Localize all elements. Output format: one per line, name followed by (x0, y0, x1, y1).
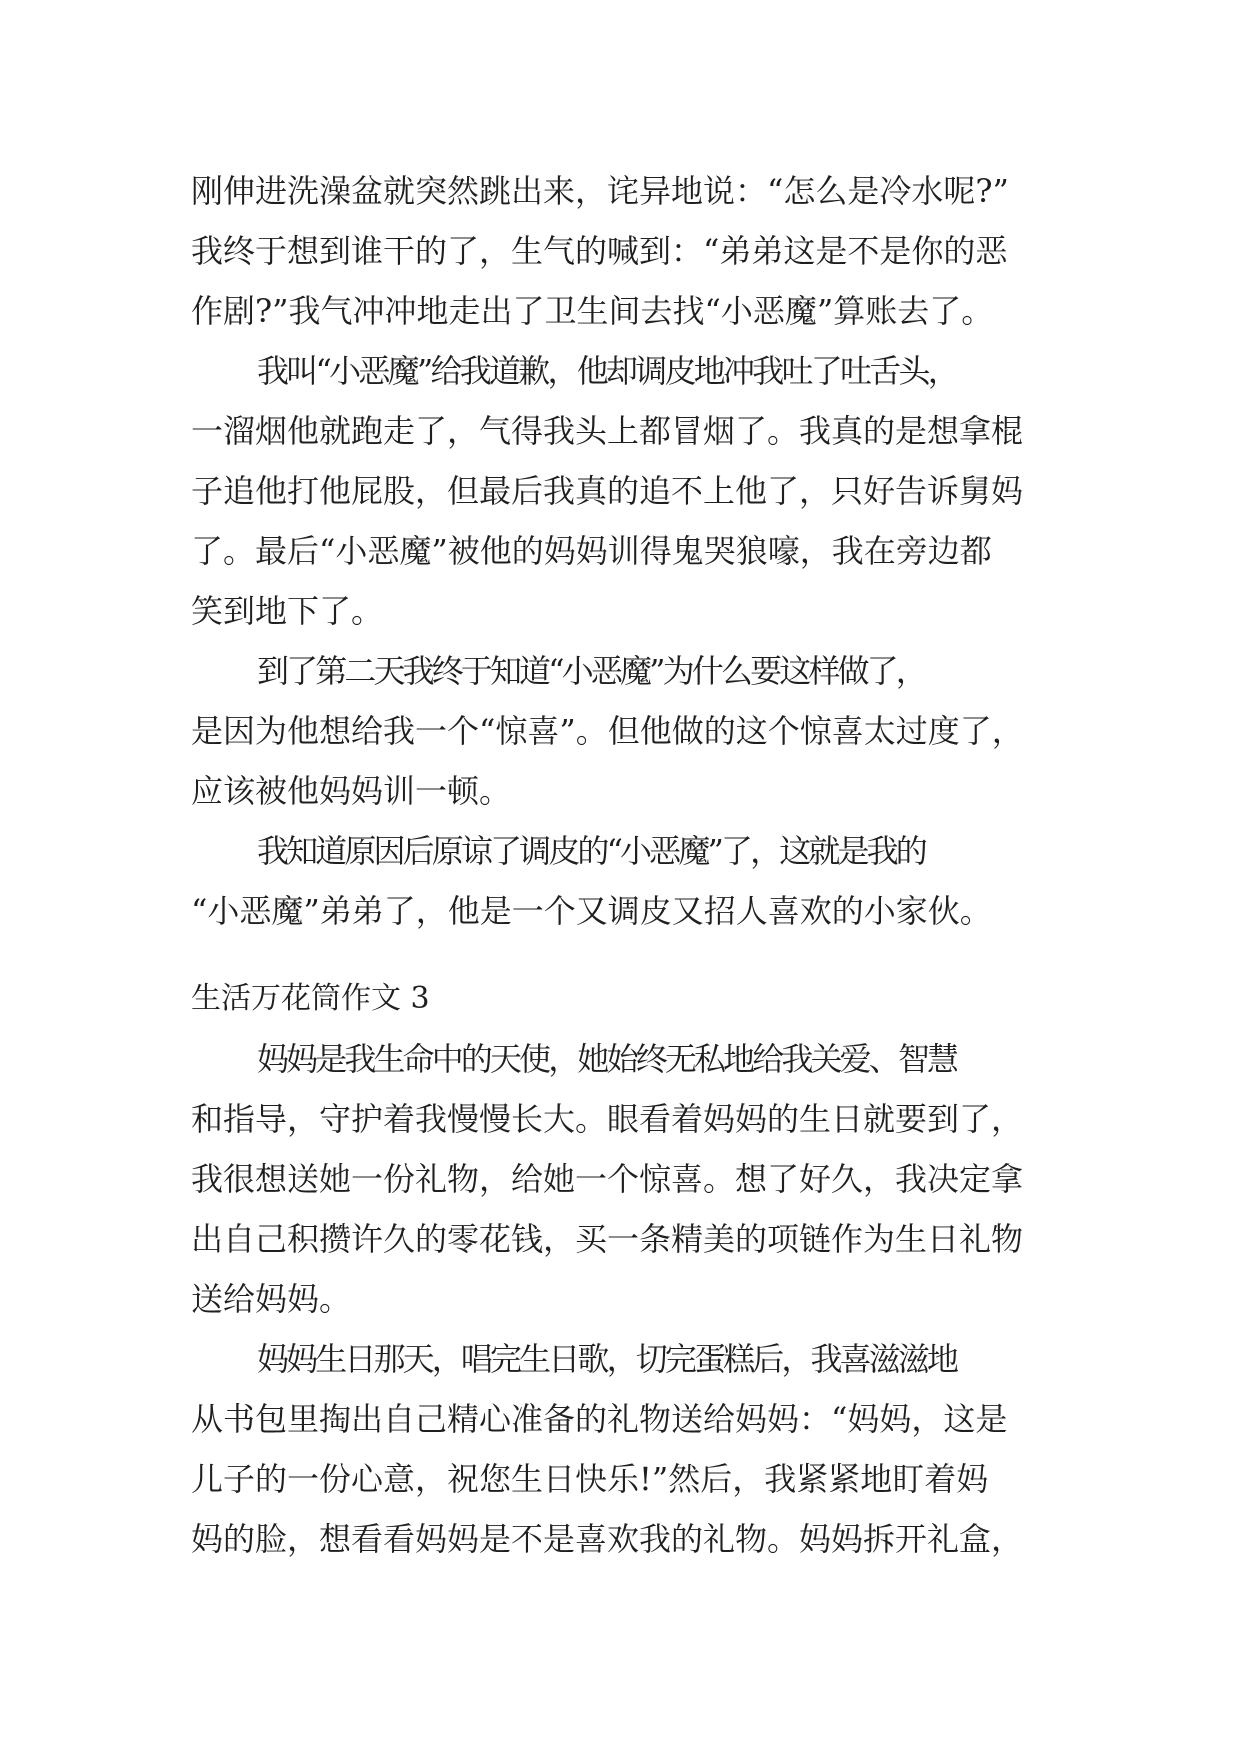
text-line: 儿子的一份心意，祝您生日快乐!”然后，我紧紧地盯着妈 (191, 1460, 989, 1498)
text-line: 我很想送她一份礼物，给她一个惊喜。想了好久，我决定拿 (191, 1160, 1024, 1198)
text-line: 一溜烟他就跑走了，气得我头上都冒烟了。我真的是想拿棍 (191, 412, 1024, 450)
paragraph-first-line: 我叫“小恶魔”给我道歉，他却调皮地冲我吐了吐舌头， (257, 352, 957, 390)
text-line: 我终于想到谁干的了，生气的喊到：“弟弟这是不是你的恶 (191, 232, 1008, 270)
text-line: 刚伸进洗澡盆就突然跳出来，诧异地说：“怎么是冷水呢?” (191, 172, 1009, 210)
text-line: 从书包里掏出自己精心准备的礼物送给妈妈：“妈妈，这是 (191, 1400, 1008, 1438)
paragraph-first-line: 妈妈是我生命中的天使，她始终无私地给我关爱、智慧 (257, 1040, 957, 1078)
text-line: 子追他打他屁股，但最后我真的追不上他了，只好告诉舅妈 (191, 472, 1024, 510)
section-heading: 生活万花筒作文 3 (191, 981, 430, 1016)
text-line: 妈的脸，想看看妈妈是不是喜欢我的礼物。妈妈拆开礼盒， (191, 1520, 1024, 1558)
text-line: 了。最后“小恶魔”被他的妈妈训得鬼哭狼嚎，我在旁边都 (191, 532, 992, 570)
text-line: 和指导，守护着我慢慢长大。眼看着妈妈的生日就要到了， (191, 1100, 1024, 1138)
text-line: 是因为他想给我一个“惊喜”。但他做的这个惊喜太过度了， (191, 712, 1024, 750)
text-line: 作剧?”我气冲冲地走出了卫生间去找“小恶魔”算账去了。 (191, 292, 994, 330)
paragraph-first-line: 我知道原因后原谅了调皮的“小恶魔”了，这就是我的 (257, 832, 925, 870)
text-line: 应该被他妈妈训一顿。 (191, 772, 512, 810)
paragraph-first-line: 妈妈生日那天，唱完生日歌，切完蛋糕后，我喜滋滋地 (257, 1340, 957, 1378)
paragraph-first-line: 到了第二天我终于知道“小恶魔”为什么要这样做了， (257, 652, 925, 690)
text-line: “小恶魔”弟弟了，他是一个又调皮又招人喜欢的小家伙。 (191, 892, 992, 930)
text-line: 笑到地下了。 (191, 592, 384, 630)
text-line: 送给妈妈。 (191, 1280, 352, 1318)
text-line: 出自己积攒许久的零花钱，买一条精美的项链作为生日礼物 (191, 1220, 1024, 1258)
